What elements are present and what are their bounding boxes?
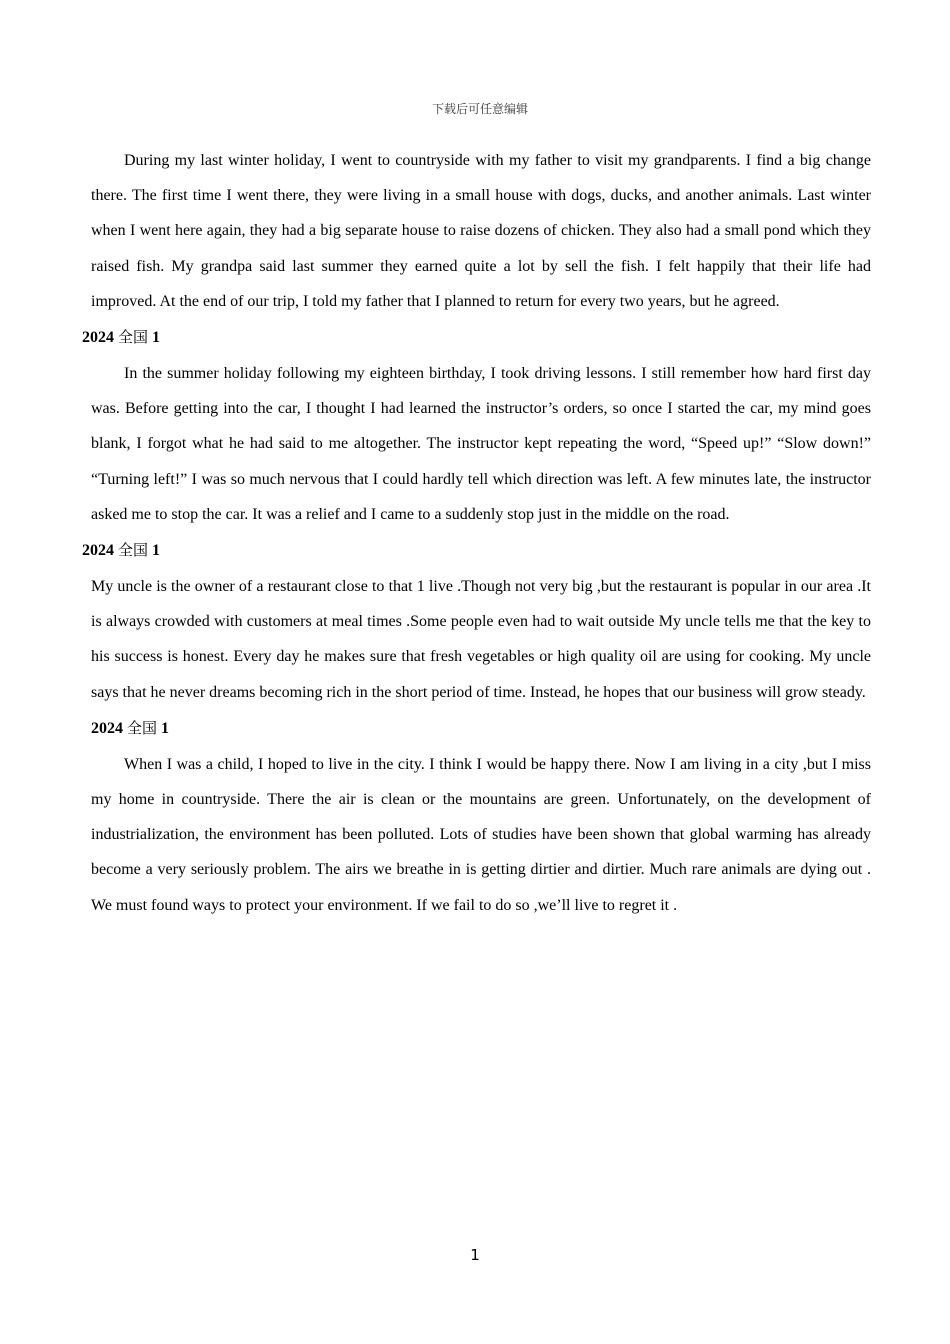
section-heading-3: [82, 532, 950, 569]
essay-paragraph-2: In the summer holiday following my eighteen birthday, I took driving lessons. I still remember how hard first day was. Before getting into the car, I thought I had learned the instructor’s orders, so once I started the car, my mind goes blank, I forgot what he had said to me altogether. The instructor kept repeating the word, “Speed up!” “Slow down!” “Turning left!” I was so much nervous that I could hardly tell which direction was left. A few minutes late, the instructor asked me to stop the car. It was a relief and I came to a suddenly stop just in the middle on the road.: [91, 365, 871, 523]
heading-number: 1: [161, 719, 170, 737]
heading-year: 2024: [82, 329, 114, 347]
essay-paragraph-3: My uncle is the owner of a restaurant close to that 1 live .Though not very big ,but the restaurant is popular in our area .It is always crowded with customers at meal times .Some people even had to wait outside My uncle tells me that the key to his success is honest. Every day he makes sure that fresh vegetables or high quality oil are using for cooking. My uncle says that he never dreams becoming rich in the short period of time. Instead, he hopes that our business will grow steady.: [91, 578, 871, 701]
section-heading-4: [91, 710, 950, 747]
document-body: [0, 143, 950, 923]
heading-year: 2024: [91, 719, 123, 737]
heading-label: 全国: [127, 718, 158, 737]
essay-paragraph-1: During my last winter holiday, I went to countryside with my father to visit my grandparents. I find a big change there. The first time I went there, they were living in a small house with dogs, ducks, and another animals. Last winter when I went here again, they had a big separate house to raise dozens of chicken. They also had a small pond which they raised fish. My grandpa said last summer they earned quite a lot by sell the fish. I felt happily that their life had improved. At the end of our trip, I told my father that I planned to return for every two years, but he agreed.: [91, 152, 871, 310]
page-header-note: 下载后可任意编辑: [431, 102, 528, 116]
section-heading-2: [82, 319, 950, 356]
heading-number: 1: [152, 329, 161, 347]
heading-label: 全国: [118, 328, 149, 347]
essay-paragraph-4: When I was a child, I hoped to live in the city. I think I would be happy there. Now I am living in a city ,but I miss my home in countryside. There the air is clean or the mountains are green. Unfortunately, on the development of industrialization, the environment has been polluted. Lots of studies have been shown that global warming has already become a very seriously problem. The airs we breathe in is getting dirtier and dirtier. Much rare animals are dying out . We must found ways to protect your environment. If we fail to do so ,we’ll live to regret it .: [91, 755, 871, 914]
heading-number: 1: [152, 542, 161, 560]
heading-year: 2024: [82, 542, 114, 560]
heading-label: 全国: [118, 541, 149, 560]
page-number: 1: [470, 1246, 480, 1264]
